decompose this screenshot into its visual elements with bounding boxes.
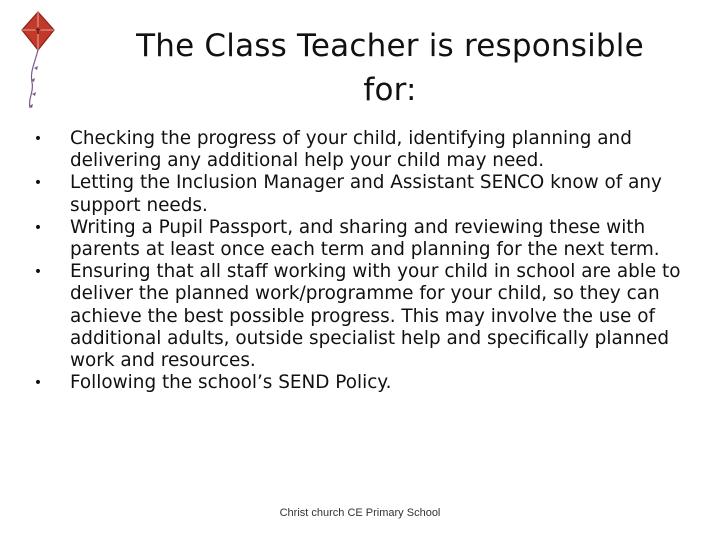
slide-title [95,24,685,112]
slide-footer: Christ church CE Primary School [279,507,441,519]
bullet-marker: • [33,375,43,392]
list-item [28,128,698,172]
list-item [28,261,698,372]
list-item [28,372,698,394]
list-item [28,217,698,261]
slide-title-line-2: for: [363,72,417,108]
list-item-text: Following the school’s SEND Policy. [70,372,392,394]
list-item [28,172,698,216]
list-item-text: Letting the Inclusion Manager and Assistant SENCO know of any support needs. [70,172,662,216]
list-item-text: Checking the progress of your child, identifying planning and delivering any additional help your child may need. [70,128,632,172]
svg-text:✝: ✝ [34,27,42,37]
bullet-marker: • [33,131,43,147]
bullet-marker: • [33,175,43,192]
slide-title-line-1: The Class Teacher is responsible [136,28,644,64]
bullet-marker: • [33,219,43,236]
list-item-text: Ensuring that all staff working with your child in school are able to deliver the planned work/programme for your child, so they can achieve the best possible progress. This may involve the use of additional adults, outside specialist help and specifically planned work and resources. [70,261,681,372]
responsibilities-list [28,128,698,394]
list-item-text: Writing a Pupil Passport, and sharing and reviewing these with parents at least once each term and planning for the next term. [70,216,660,261]
bullet-marker: • [33,264,43,281]
kite-logo-icon [14,10,70,122]
